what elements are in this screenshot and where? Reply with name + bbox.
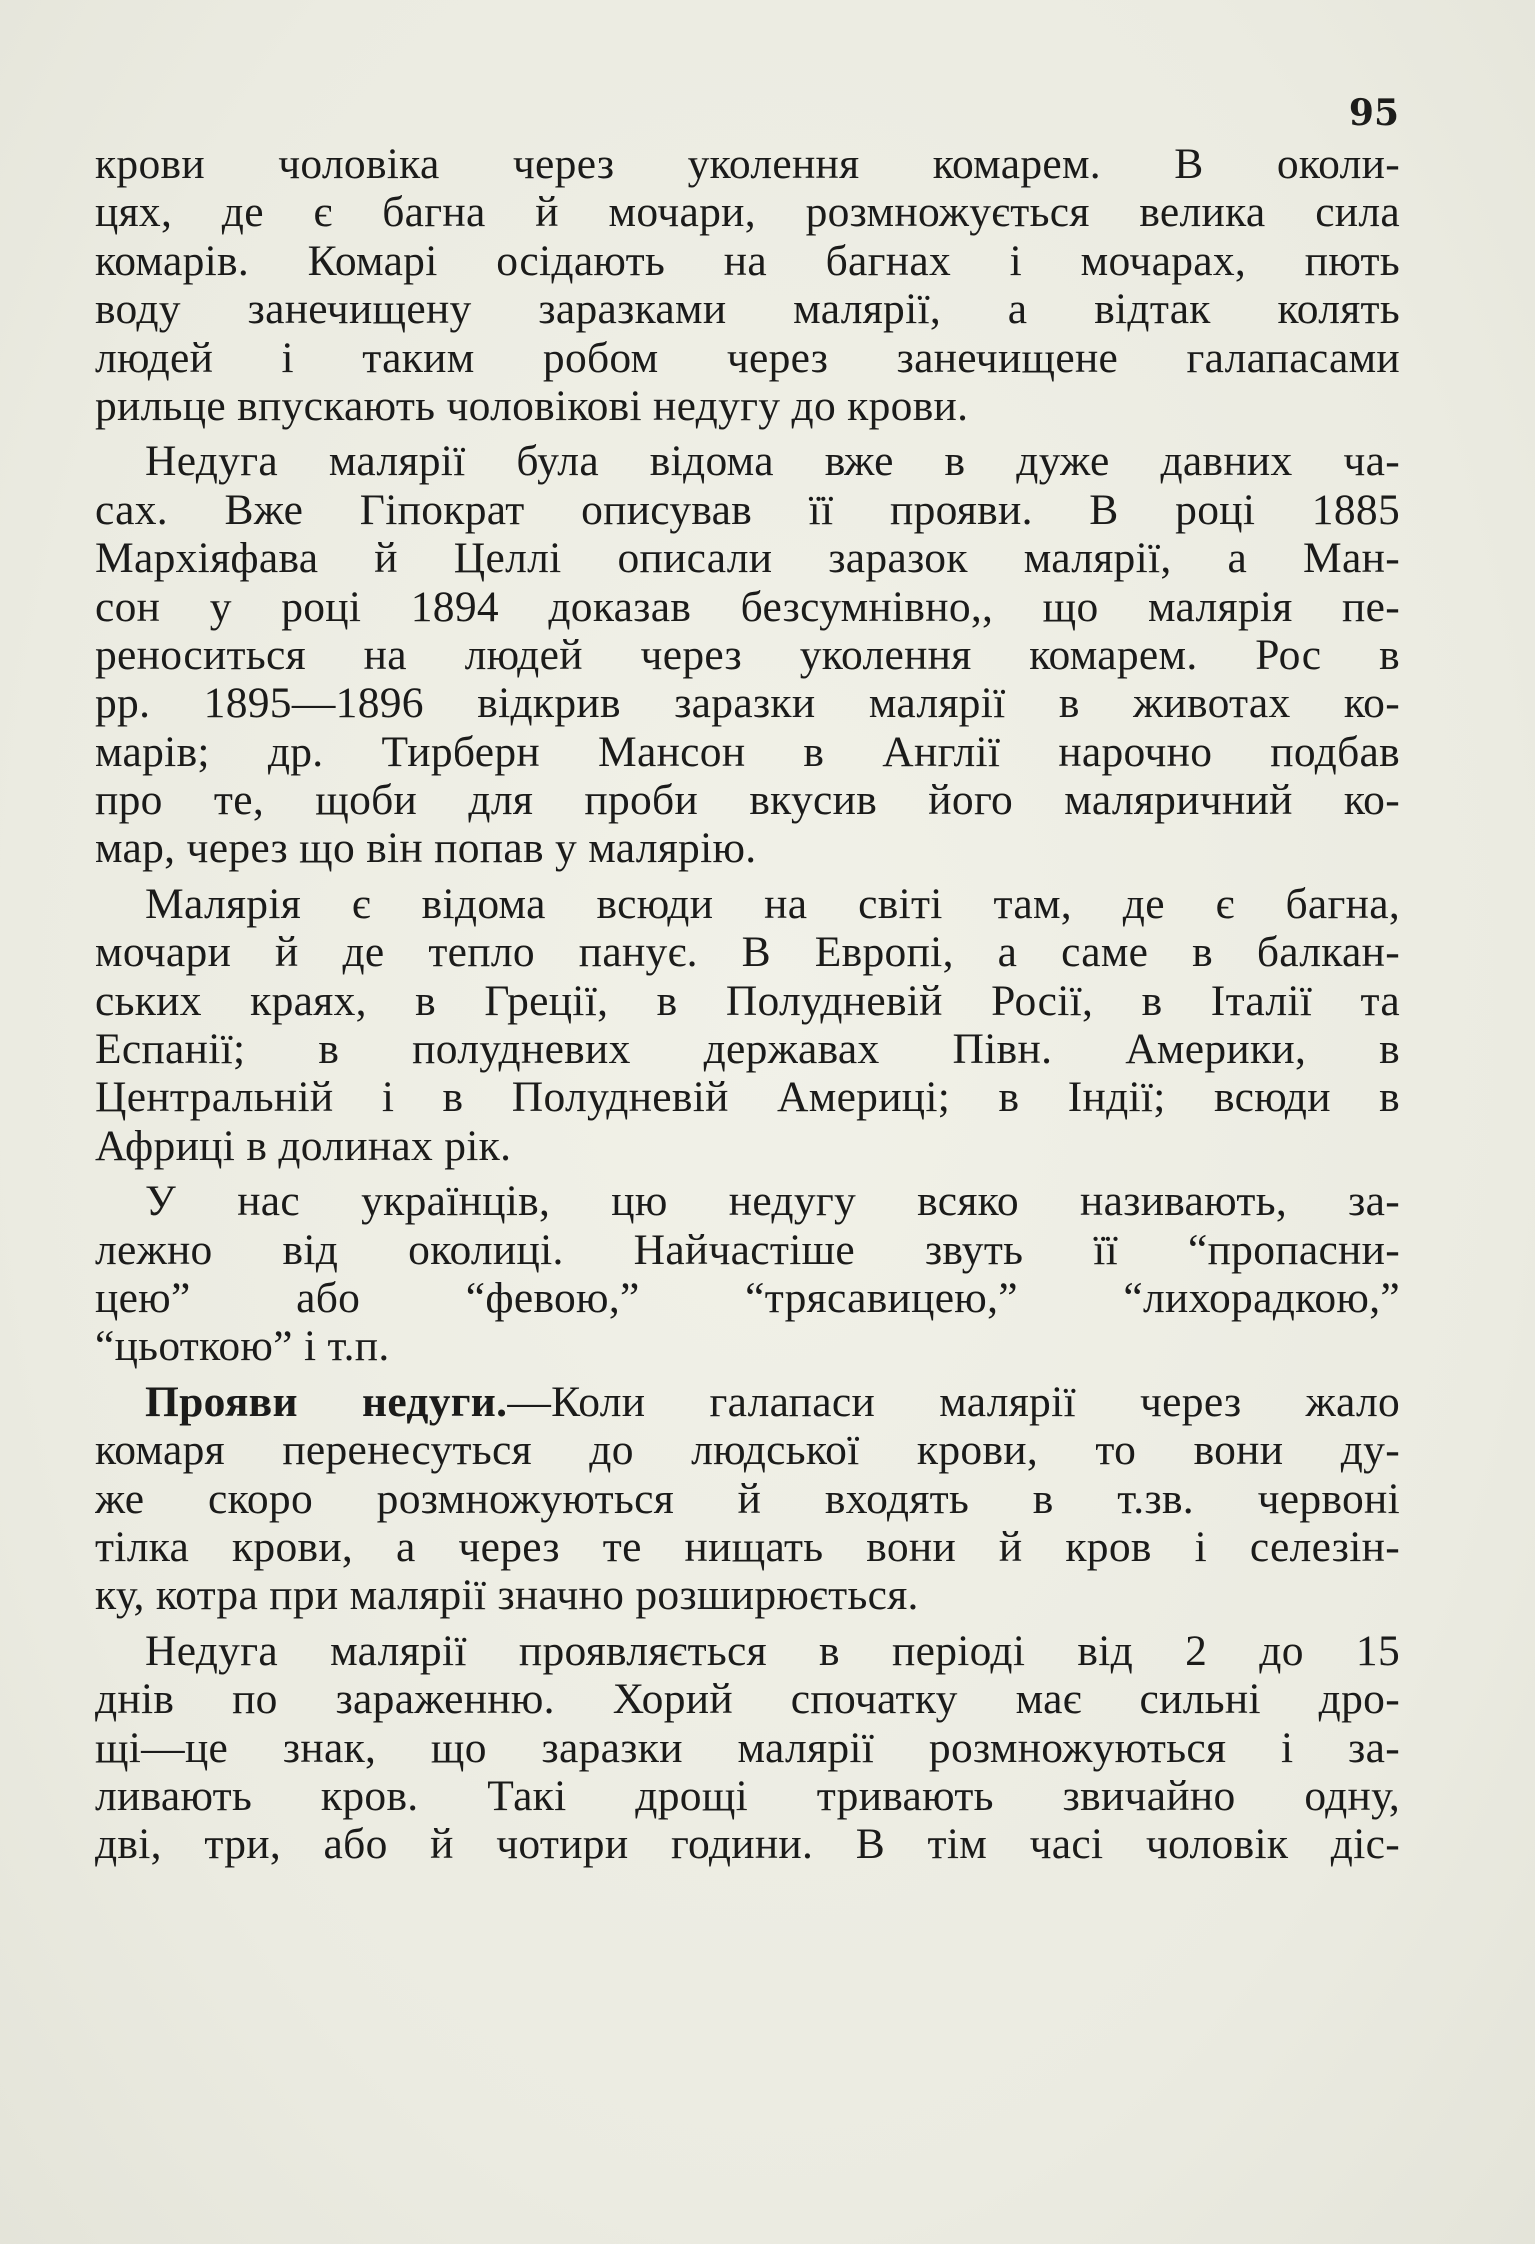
text-line: про те, щоби для проби вкусив його маляричний ко- [95, 776, 1400, 825]
text-line: “цьоткою” і т.п. [95, 1322, 390, 1371]
text-line: Недуга малярії була відома вже в дуже давних ча- [145, 437, 1400, 486]
paragraph [95, 1627, 1400, 1869]
text-line: же скоро розмножуються й входять в т.зв. червоні [95, 1474, 1400, 1523]
paragraph [95, 1378, 1400, 1620]
text-line: комаря перенесуться до людської крови, то вони ду- [95, 1426, 1400, 1475]
body-text [95, 140, 1400, 1869]
text-line: цею” або “февою,” “трясавицею,” “лихорадкою,” [95, 1273, 1400, 1322]
text-run: —Коли галапаси малярії через жало [507, 1377, 1400, 1426]
text-line: мочари й де тепло панує. В Европі, а саме в балкан- [95, 928, 1400, 977]
text-line: воду занечищену заразками малярії, а відтак колять [95, 285, 1400, 334]
text-line: комарів. Комарі осідають на багнах і мочарах, пють [95, 236, 1400, 285]
text-line: рильце впускають чоловікові недугу до крови. [95, 381, 969, 430]
page-number: 95 [1348, 92, 1399, 134]
text-line: Центральній і в Полудневій Америці; в Індії; всюди в [95, 1073, 1400, 1122]
paragraph [95, 1177, 1400, 1371]
text-line: Недуга малярії проявляється в періоді від 2 до 15 [145, 1626, 1400, 1675]
text-line: сах. Вже Гіпократ описував її прояви. В році 1885 [95, 485, 1400, 534]
text-line: У нас українців, цю недугу всяко називають, за- [145, 1177, 1400, 1226]
text-line: рр. 1895—1896 відкрив заразки малярії в животах ко- [95, 679, 1400, 728]
text-line: реноситься на людей через уколення комарем. Рос в [95, 630, 1400, 679]
text-line: ливають кров. Такі дрощі тривають звичайно одну, [95, 1771, 1400, 1820]
text-line: марів; др. Тирберн Мансон в Англії нарочно подбав [95, 727, 1400, 776]
text-line: Малярія є відома всюди на світі там, де є багна, [145, 879, 1400, 928]
text-line: щі—це знак, що заразки малярії розмножуються і за- [95, 1723, 1400, 1772]
paragraph [95, 880, 1400, 1170]
text-line: лежно від околиці. Найчастіше звуть її “пропасни- [95, 1225, 1400, 1274]
text-line: Мархіяфава й Целлі описали заразок малярії, а Ман- [95, 534, 1400, 583]
text-line: днів по зараженню. Хорий спочатку має сильні дро- [95, 1675, 1400, 1724]
text-line: мар, через що він попав у малярію. [95, 824, 757, 873]
section-heading: Прояви недуги. [145, 1377, 508, 1426]
text-line: ських краях, в Греції, в Полудневій Росії, в Італії та [95, 976, 1400, 1025]
paragraph [95, 437, 1400, 873]
text-line: ку, котра при малярії значно розширюється. [95, 1571, 919, 1620]
text-line: сон у році 1894 доказав безсумнівно,, що малярія пе- [95, 582, 1400, 631]
text-line: Африці в долинах рік. [95, 1121, 512, 1170]
text-line: Еспанії; в полудневих державах Півн. Америки, в [95, 1025, 1400, 1074]
paragraph [95, 140, 1400, 430]
text-line: цях, де є багна й мочари, розмножується велика сила [95, 188, 1400, 237]
text-line: тілка крови, а через те нищать вони й кров і селезін- [95, 1522, 1400, 1571]
text-line: людей і таким робом через занечищене галапасами [95, 333, 1400, 382]
text-line: дві, три, або й чотири години. В тім часі чоловік діс- [95, 1820, 1400, 1869]
text-line [95, 1378, 1400, 1426]
text-line: крови чоловіка через уколення комарем. В околи- [95, 140, 1400, 188]
